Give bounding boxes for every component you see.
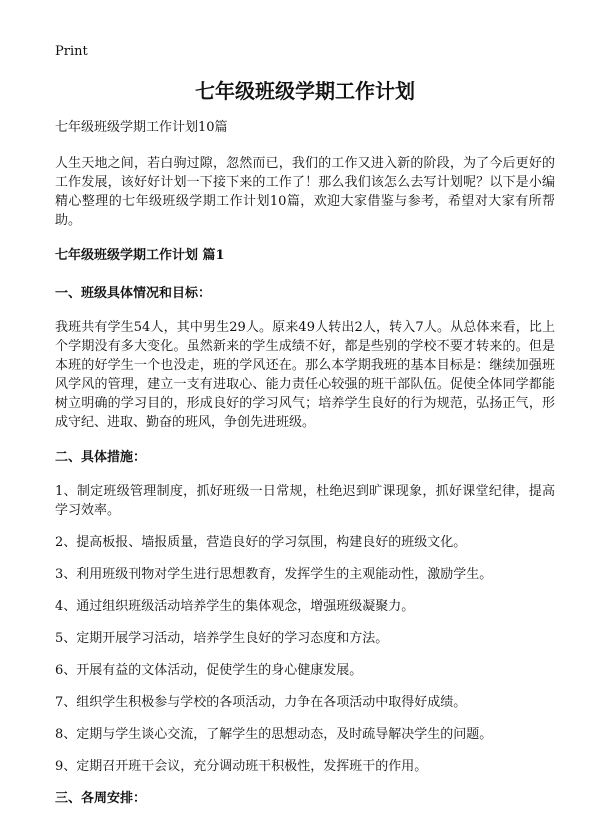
list-item: 7、组织学生积极参与学校的各项活动，力争在各项活动中取得好成绩。 xyxy=(55,695,467,710)
list-item: 5、定期开展学习活动，培养学生良好的学习态度和方法。 xyxy=(55,631,389,646)
list-item: 2、提高板报、墙报质量，营造良好的学习氛围，构建良好的班级文化。 xyxy=(55,535,467,550)
print-link[interactable]: Print xyxy=(55,44,88,59)
list-item: 6、开展有益的文体活动，促使学生的身心健康发展。 xyxy=(55,663,363,678)
section-heading-measures: 二、具体措施： xyxy=(55,450,147,465)
intro-paragraph: 人生天地之间，若白驹过隙，忽然而已，我们的工作又进入新的阶段，为了今后更好的工作发展，该好好计划一下接下来的工作了！那么我们该怎么去写计划呢？以下是小编精心整理的七年级班级学期工作计划10篇，欢迎大家借鉴与参考，希望对大家有所帮助。 xyxy=(55,156,555,228)
page-title: 七年级班级学期工作计划 xyxy=(195,79,415,103)
list-item: 8、定期与学生谈心交流，了解学生的思想动态，及时疏导解决学生的问题。 xyxy=(55,727,493,742)
document-subtitle: 七年级班级学期工作计划10篇 xyxy=(55,120,228,135)
list-item: 3、利用班级刊物对学生进行思想教育，发挥学生的主观能动性，激励学生。 xyxy=(55,567,493,582)
chapter-heading: 七年级班级学期工作计划 篇1 xyxy=(55,248,225,263)
list-item: 9、定期召开班干会议，充分调动班干积极性，发挥班干的作用。 xyxy=(55,759,428,774)
section-heading-schedule: 三、各周安排： xyxy=(55,791,147,806)
document-content xyxy=(55,76,555,823)
section-heading-situation: 一、班级具体情况和目标： xyxy=(55,286,212,301)
list-item: 4、通过组织班级活动培养学生的集体观念，增强班级凝聚力。 xyxy=(55,599,415,614)
situation-paragraph: 我班共有学生54人，其中男生29人。原来49人转出2人，转入7人。从总体来看，比上个学期没有多大变化。虽然新来的学生成绩不好，都是些别的学校不要才转来的。但是本班的好学生一个也没走，班的学风还在。那么本学期我班的基本目标是：继续加强班风学风的管理，建立一支有进取心、能力责任心较强的班干部队伍。促使全体同学都能树立明确的学习目的，形成良好的学习风气；培养学生良好的行为规范，弘扬正气，形成守纪、进取、勤奋的班风，争创先进班级。 xyxy=(55,320,555,430)
measures-list xyxy=(55,482,555,776)
list-item: 1、制定班级管理制度，抓好班级一日常规，杜绝迟到旷课现象，抓好课堂纪律，提高学习效率。 xyxy=(55,484,555,518)
